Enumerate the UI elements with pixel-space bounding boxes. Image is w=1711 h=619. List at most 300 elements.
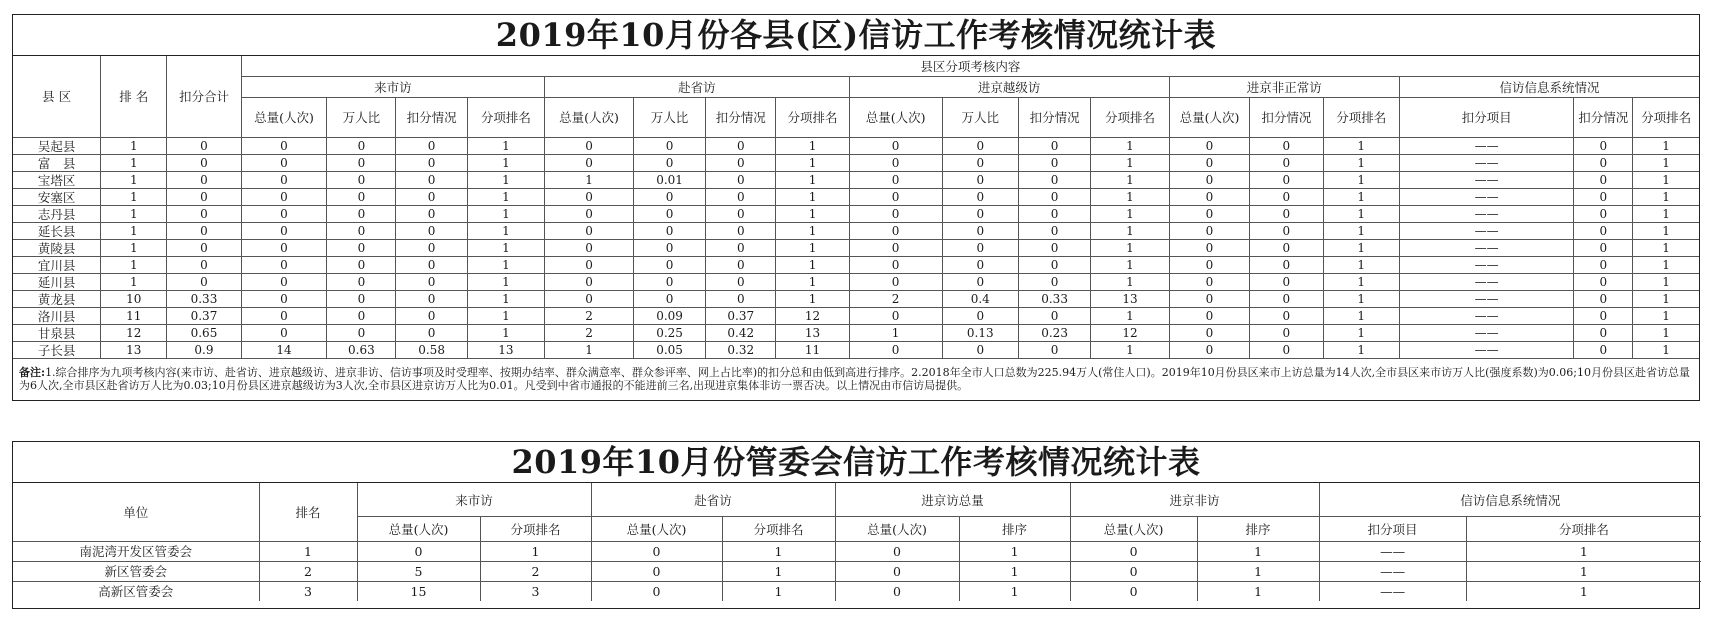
table-cell: 0 — [1250, 155, 1323, 172]
table-cell: —— — [1399, 172, 1573, 189]
table-cell: 0 — [1169, 223, 1250, 240]
table-cell: 0 — [241, 223, 327, 240]
table-cell: 1 — [1633, 308, 1699, 325]
table-cell: 1 — [776, 138, 849, 155]
table-cell: 1 — [722, 582, 835, 602]
table-cell: 0 — [942, 257, 1018, 274]
table-cell: 0.37 — [167, 308, 241, 325]
table-cell: 12 — [776, 308, 849, 325]
table-cell: 1 — [101, 138, 167, 155]
table-cell: 0 — [849, 274, 942, 291]
table-cell: 1 — [1633, 172, 1699, 189]
table-cell: —— — [1399, 138, 1573, 155]
table-cell: —— — [1399, 308, 1573, 325]
table-cell: 0 — [849, 206, 942, 223]
yueji-total: 总量(人次) — [849, 98, 942, 138]
xitong-rank: 分项排名 — [1633, 98, 1699, 138]
table-cell: 0 — [396, 189, 467, 206]
table-cell: 0 — [591, 562, 722, 582]
table-cell: 1 — [1197, 562, 1319, 582]
feizhengchang-rank: 分项排名 — [1323, 98, 1399, 138]
table-cell: 1 — [101, 206, 167, 223]
table-cell: 0 — [849, 223, 942, 240]
table-cell: 0 — [1250, 342, 1323, 359]
table-cell: 1 — [1323, 291, 1399, 308]
table-cell: 1 — [1323, 206, 1399, 223]
table-cell: 0 — [835, 582, 959, 602]
xitong-deduction: 扣分情况 — [1574, 98, 1633, 138]
table-cell: 0 — [706, 257, 776, 274]
table-cell: 0 — [633, 155, 705, 172]
table-cell: 0 — [1574, 223, 1633, 240]
table-row — [13, 223, 1699, 240]
table-cell: 0 — [1574, 155, 1633, 172]
table-cell: 0.09 — [633, 308, 705, 325]
table-cell: 0 — [1169, 172, 1250, 189]
table-cell: 0 — [241, 206, 327, 223]
table-cell: 1 — [1633, 223, 1699, 240]
table-cell: 0 — [241, 257, 327, 274]
committee-stats-table — [13, 483, 1701, 601]
table-cell: 0 — [1574, 240, 1633, 257]
table-cell: 0 — [1169, 342, 1250, 359]
table-cell: 1 — [1323, 155, 1399, 172]
table-cell: 1 — [1091, 206, 1169, 223]
table-cell: 0.58 — [396, 342, 467, 359]
table-cell: 2 — [480, 562, 591, 582]
table-cell: 0 — [1018, 240, 1090, 257]
row-label: 富 县 — [13, 155, 101, 172]
table-cell: 1 — [1091, 274, 1169, 291]
group-laishi: 来市访 — [357, 483, 591, 517]
xitong-item: 扣分项目 — [1319, 517, 1466, 542]
table-cell: 0 — [942, 240, 1018, 257]
table-cell: 0 — [849, 138, 942, 155]
table-cell: 1 — [1633, 274, 1699, 291]
table-row — [13, 542, 1701, 562]
table-cell: 0 — [545, 291, 634, 308]
table-cell: 1 — [1633, 189, 1699, 206]
xitong-rank: 分项排名 — [1466, 517, 1701, 542]
committee-table-title: 2019年10月份管委会信访工作考核情况统计表 — [13, 442, 1699, 483]
table-cell: 1 — [545, 172, 634, 189]
col-county: 县 区 — [13, 56, 101, 138]
table-cell: 0.33 — [1018, 291, 1090, 308]
table-cell: 0 — [849, 172, 942, 189]
table-cell: 0 — [942, 189, 1018, 206]
table-cell: 0 — [241, 325, 327, 342]
table-cell: 12 — [1091, 325, 1169, 342]
table-cell: 0 — [396, 257, 467, 274]
table-cell: 0 — [1070, 582, 1197, 602]
table-cell: 1 — [776, 172, 849, 189]
table-cell: 0 — [1018, 155, 1090, 172]
table-cell: 0 — [327, 291, 396, 308]
note-text: 1.综合排序为九项考核内容(来市访、赴省访、进京越级访、进京非访、信访事项及时受理率、按期办结率、群众满意率、群众参评率、网上占比率)的扣分总和由低到高进行排序。2.2018年全市人口总数为225.94万人(常住人口)。2019年10月份县区来市上访总量为14人次,全市县区来市访万人比(强度系数)为0.06;10月份县区赴省访总量为6人次,全市县区赴省访万人比为0.03;10月份县区进京越级访为3人次,全市县区进京访万人比为0.01。凡受到中省市通报的不能进前三名,出现进京集体非访一票否决。以上情况由市信访局提供。 — [19, 366, 1690, 392]
table-cell: 1 — [259, 542, 357, 562]
table-row — [13, 206, 1699, 223]
table-cell: 0 — [327, 189, 396, 206]
table-cell: 0 — [167, 257, 241, 274]
table-row — [13, 172, 1699, 189]
fusheng-rank: 分项排名 — [776, 98, 849, 138]
committee-stats-panel — [12, 441, 1700, 609]
table-cell: 0 — [1250, 257, 1323, 274]
table-cell: 0 — [706, 138, 776, 155]
table-cell: 0 — [633, 257, 705, 274]
table-cell: 1 — [101, 223, 167, 240]
row-label: 延长县 — [13, 223, 101, 240]
table-cell: 0 — [633, 223, 705, 240]
table-cell: 0 — [1250, 240, 1323, 257]
table-cell: 0.9 — [167, 342, 241, 359]
table-cell: 0 — [357, 542, 480, 562]
table-cell: 0 — [942, 172, 1018, 189]
row-label: 吴起县 — [13, 138, 101, 155]
table-cell: —— — [1399, 291, 1573, 308]
table-cell: 0 — [167, 138, 241, 155]
table-cell: 0 — [633, 138, 705, 155]
table-cell: 0 — [849, 257, 942, 274]
table-cell: 1 — [1323, 257, 1399, 274]
table-row — [13, 562, 1701, 582]
table-cell: 0 — [633, 189, 705, 206]
table-cell: 0 — [545, 240, 634, 257]
table-cell: 0 — [241, 155, 327, 172]
col-sub-content: 县区分项考核内容 — [241, 56, 1699, 77]
table-cell: —— — [1319, 582, 1466, 602]
table-cell: 0 — [1169, 274, 1250, 291]
table-cell: 0 — [706, 223, 776, 240]
table-cell: 2 — [545, 325, 634, 342]
table-cell: 1 — [467, 206, 544, 223]
table-cell: —— — [1399, 274, 1573, 291]
table-cell: 0 — [633, 291, 705, 308]
table-cell: 1 — [722, 562, 835, 582]
table-cell: 0 — [1574, 138, 1633, 155]
table-cell: 13 — [101, 342, 167, 359]
jinjing-order: 排序 — [959, 517, 1070, 542]
table-cell: 1 — [545, 342, 634, 359]
table-row — [13, 325, 1699, 342]
group-xitong: 信访信息系统情况 — [1319, 483, 1701, 517]
row-label: 黄龙县 — [13, 291, 101, 308]
table-cell: —— — [1399, 189, 1573, 206]
group-jinjing-feifang: 进京非访 — [1070, 483, 1319, 517]
table-cell: 0 — [396, 223, 467, 240]
table-cell: 0 — [1169, 240, 1250, 257]
table-cell: 0 — [241, 189, 327, 206]
table-cell: 1 — [776, 274, 849, 291]
table-cell: 0.42 — [706, 325, 776, 342]
table-cell: 0 — [396, 138, 467, 155]
col-total-deduction: 扣分合计 — [167, 56, 241, 138]
table-cell: 14 — [241, 342, 327, 359]
table-cell: 0.05 — [633, 342, 705, 359]
table-cell: 1 — [1633, 342, 1699, 359]
table-cell: 0 — [1018, 257, 1090, 274]
table-cell: 1 — [776, 189, 849, 206]
table-cell: 1 — [1091, 189, 1169, 206]
col-rank: 排名 — [259, 483, 357, 542]
table-row — [13, 257, 1699, 274]
table-cell: 0 — [167, 240, 241, 257]
table-cell: 0 — [706, 189, 776, 206]
table-cell: 0 — [1250, 172, 1323, 189]
table-cell: 1 — [1091, 155, 1169, 172]
table-cell: 1 — [467, 291, 544, 308]
table-cell: 1 — [776, 155, 849, 172]
table-cell: 1 — [1466, 562, 1701, 582]
table-cell: 1 — [467, 189, 544, 206]
table-cell: 0 — [1250, 308, 1323, 325]
table-cell: 0 — [633, 206, 705, 223]
table-cell: 0 — [633, 240, 705, 257]
table-cell: 0 — [545, 155, 634, 172]
group-fusheng: 赴省访 — [591, 483, 835, 517]
fusheng-per-10k: 万人比 — [633, 98, 705, 138]
table-cell: 0 — [942, 206, 1018, 223]
feizhengchang-deduction: 扣分情况 — [1250, 98, 1323, 138]
table-cell: 0.37 — [706, 308, 776, 325]
laishi-deduction: 扣分情况 — [396, 98, 467, 138]
table-cell: 1 — [1633, 240, 1699, 257]
table-cell: 1 — [1633, 291, 1699, 308]
table-cell: 0.13 — [942, 325, 1018, 342]
table-cell: 1 — [1091, 138, 1169, 155]
row-label: 新区管委会 — [13, 562, 259, 582]
col-unit: 单位 — [13, 483, 259, 542]
table-cell: 0 — [1574, 257, 1633, 274]
table-cell: 1 — [1323, 223, 1399, 240]
table-cell: 0 — [241, 291, 327, 308]
table-cell: 0 — [327, 138, 396, 155]
group-laishi: 来市访 — [241, 77, 545, 98]
table-row — [13, 189, 1699, 206]
table-cell: 0 — [849, 189, 942, 206]
table-cell: 1 — [467, 325, 544, 342]
table-cell: 2 — [545, 308, 634, 325]
table-cell: —— — [1399, 325, 1573, 342]
table-cell: 0 — [1574, 325, 1633, 342]
table-cell: 0 — [1070, 562, 1197, 582]
table-cell: 0 — [167, 189, 241, 206]
table-cell: 1 — [959, 562, 1070, 582]
feifang-total: 总量(人次) — [1070, 517, 1197, 542]
table-cell: 0 — [1018, 172, 1090, 189]
table-cell: 0 — [327, 308, 396, 325]
fusheng-rank: 分项排名 — [722, 517, 835, 542]
table-cell: 1 — [1197, 582, 1319, 602]
table-cell: 0.23 — [1018, 325, 1090, 342]
table-cell: 0 — [241, 172, 327, 189]
table-cell: 0 — [545, 223, 634, 240]
table-cell: 1 — [1323, 342, 1399, 359]
county-table-body — [13, 138, 1699, 359]
table-cell: 0 — [1250, 291, 1323, 308]
table-cell: 1 — [467, 138, 544, 155]
table-cell: 1 — [1091, 257, 1169, 274]
table-cell: 0 — [849, 342, 942, 359]
row-label: 延川县 — [13, 274, 101, 291]
table-cell: 12 — [101, 325, 167, 342]
table-cell: 0 — [1250, 325, 1323, 342]
laishi-rank: 分项排名 — [467, 98, 544, 138]
row-label: 志丹县 — [13, 206, 101, 223]
table-cell: —— — [1319, 542, 1466, 562]
table-cell: 0 — [1018, 138, 1090, 155]
table-cell: —— — [1399, 240, 1573, 257]
table-cell: 1 — [1091, 342, 1169, 359]
table-cell: 0 — [706, 291, 776, 308]
table-cell: 10 — [101, 291, 167, 308]
table-cell: 1 — [1466, 582, 1701, 602]
table-cell: 0 — [327, 240, 396, 257]
table-cell: 1 — [467, 172, 544, 189]
table-cell: 0 — [633, 274, 705, 291]
table-cell: 13 — [467, 342, 544, 359]
group-fusheng: 赴省访 — [545, 77, 850, 98]
table-cell: 1 — [467, 308, 544, 325]
table-cell: 0 — [545, 138, 634, 155]
table-cell: 13 — [1091, 291, 1169, 308]
table-cell: 0 — [591, 542, 722, 562]
county-stats-panel — [12, 14, 1700, 401]
table-cell: 0 — [1018, 206, 1090, 223]
row-label: 宜川县 — [13, 257, 101, 274]
table-cell: 0 — [1018, 223, 1090, 240]
table-cell: 0 — [1250, 206, 1323, 223]
table-cell: 0 — [396, 240, 467, 257]
table-cell: —— — [1319, 562, 1466, 582]
table-cell: 0 — [327, 257, 396, 274]
row-label: 宝塔区 — [13, 172, 101, 189]
table-cell: 3 — [480, 582, 591, 602]
table-cell: 0.01 — [633, 172, 705, 189]
table-row — [13, 582, 1701, 602]
table-cell: 0 — [1574, 206, 1633, 223]
table-cell: 11 — [776, 342, 849, 359]
fusheng-deduction: 扣分情况 — [706, 98, 776, 138]
row-label: 安塞区 — [13, 189, 101, 206]
table-cell: 1 — [1091, 223, 1169, 240]
table-cell: 1 — [1633, 206, 1699, 223]
table-cell: 0 — [167, 172, 241, 189]
table-cell: 0 — [396, 155, 467, 172]
table-cell: 0 — [1574, 274, 1633, 291]
table-cell: —— — [1399, 206, 1573, 223]
table-cell: 0 — [327, 223, 396, 240]
table-cell: 0 — [327, 325, 396, 342]
table-cell: 0 — [942, 223, 1018, 240]
table-row — [13, 138, 1699, 155]
table-cell: 0 — [396, 172, 467, 189]
table-cell: 0 — [1018, 274, 1090, 291]
table-cell: 0 — [1169, 138, 1250, 155]
table-cell: 0 — [942, 274, 1018, 291]
jinjing-total: 总量(人次) — [835, 517, 959, 542]
table-cell: 1 — [101, 172, 167, 189]
laishi-per-10k: 万人比 — [327, 98, 396, 138]
table-cell: 0 — [241, 138, 327, 155]
table-row — [13, 240, 1699, 257]
table-cell: 1 — [467, 274, 544, 291]
table-cell: —— — [1399, 223, 1573, 240]
table-cell: 0.33 — [167, 291, 241, 308]
table-cell: 1 — [1466, 542, 1701, 562]
table-cell: 0.63 — [327, 342, 396, 359]
col-rank: 排 名 — [101, 56, 167, 138]
table-cell: 1 — [101, 257, 167, 274]
fusheng-total: 总量(人次) — [545, 98, 634, 138]
table-cell: 1 — [1323, 325, 1399, 342]
table-cell: 1 — [480, 542, 591, 562]
table-cell: 0 — [241, 274, 327, 291]
table-row — [13, 291, 1699, 308]
table-cell: 0.4 — [942, 291, 1018, 308]
table-cell: 1 — [101, 155, 167, 172]
table-cell: 0 — [167, 155, 241, 172]
laishi-total: 总量(人次) — [241, 98, 327, 138]
table-cell: 0 — [545, 189, 634, 206]
table-cell: 0.65 — [167, 325, 241, 342]
table-cell: 1 — [1633, 155, 1699, 172]
table-cell: 0 — [942, 155, 1018, 172]
table-cell: 1 — [1091, 308, 1169, 325]
group-yueji: 进京越级访 — [849, 77, 1169, 98]
table-cell: 0 — [1250, 223, 1323, 240]
table-cell: 3 — [259, 582, 357, 602]
table-cell: 1 — [1323, 274, 1399, 291]
yueji-rank: 分项排名 — [1091, 98, 1169, 138]
table-cell: 0 — [1018, 189, 1090, 206]
table-cell: 0 — [591, 582, 722, 602]
group-xitong: 信访信息系统情况 — [1399, 77, 1699, 98]
table-cell: 0 — [1250, 274, 1323, 291]
table-cell: 1 — [1633, 325, 1699, 342]
table-row — [13, 274, 1699, 291]
table-cell: 0 — [942, 342, 1018, 359]
row-label: 洛川县 — [13, 308, 101, 325]
county-table-title: 2019年10月份各县(区)信访工作考核情况统计表 — [13, 15, 1699, 56]
table-cell: 1 — [101, 274, 167, 291]
table-cell: 0 — [167, 223, 241, 240]
committee-table-body — [13, 542, 1701, 602]
table-cell: —— — [1399, 342, 1573, 359]
table-cell: 0 — [849, 240, 942, 257]
table-cell: 0 — [1169, 325, 1250, 342]
row-label: 南泥湾开发区管委会 — [13, 542, 259, 562]
table-cell: 0 — [1250, 138, 1323, 155]
yueji-deduction: 扣分情况 — [1018, 98, 1090, 138]
table-cell: 0 — [1574, 189, 1633, 206]
table-cell: 1 — [1091, 240, 1169, 257]
table-cell: —— — [1399, 155, 1573, 172]
table-cell: 1 — [776, 291, 849, 308]
table-cell: 1 — [776, 257, 849, 274]
table-cell: 2 — [849, 291, 942, 308]
table-cell: 1 — [1323, 308, 1399, 325]
table-cell: —— — [1399, 257, 1573, 274]
table-cell: 5 — [357, 562, 480, 582]
table-cell: 0 — [706, 206, 776, 223]
table-cell: 0 — [1070, 542, 1197, 562]
table-cell: 0 — [167, 274, 241, 291]
table-cell: 1 — [849, 325, 942, 342]
table-row — [13, 342, 1699, 359]
table-cell: 0 — [396, 206, 467, 223]
table-cell: 0 — [327, 155, 396, 172]
